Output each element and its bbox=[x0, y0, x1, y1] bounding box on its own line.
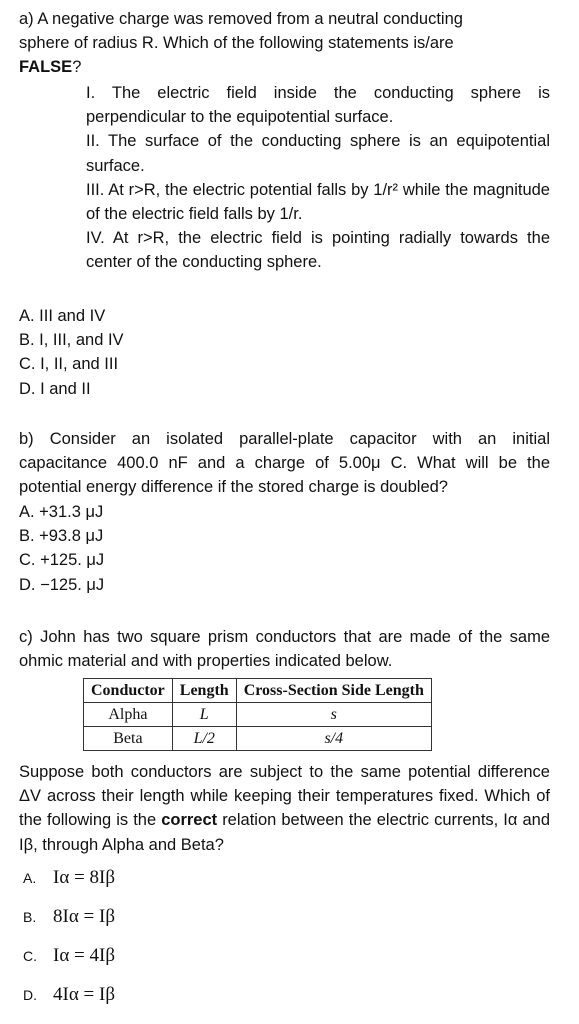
option-letter: D. bbox=[23, 987, 37, 1003]
option-a: A. III and IV bbox=[19, 307, 106, 325]
question-b-options bbox=[19, 500, 104, 597]
option-expression: Iα = 8Iβ bbox=[53, 867, 115, 888]
table-cell: Alpha bbox=[84, 703, 173, 727]
option-b: B. I, III, and IV bbox=[19, 331, 124, 350]
statement-4: IV. At r>R, the electric field is pointing radially towards the center of the conducting sphere. bbox=[86, 229, 550, 272]
question-a-stem-line bbox=[19, 55, 550, 79]
option-a: A. +31.3 μJ bbox=[19, 503, 104, 521]
option-b: B. +93.8 μJ bbox=[19, 527, 104, 546]
table-cell: Beta bbox=[84, 727, 173, 751]
option-letter: C. bbox=[23, 948, 37, 964]
option-d: D. I and II bbox=[19, 379, 91, 398]
correct-emphasis: correct bbox=[161, 811, 218, 830]
question-b-stem: b) Consider an isolated parallel-plate capacitor with an initial capacitance 400.0 nF and a charge of 5.00μ C. What will be the potential energy difference if the stored charge is doubled? bbox=[19, 430, 550, 497]
conductor-properties-table bbox=[83, 678, 432, 751]
table-cell: s/4 bbox=[236, 727, 431, 751]
question-mark: ? bbox=[72, 58, 82, 77]
option-expression: 8Iα = Iβ bbox=[53, 906, 115, 927]
option-c: C. +125. μJ bbox=[19, 551, 105, 570]
question-c-body-end: relation between the electric currents, Iα and Iβ, through Alpha and Beta? bbox=[19, 811, 550, 854]
question-a-stem bbox=[19, 7, 550, 80]
table-row bbox=[84, 703, 432, 727]
table-cell: s bbox=[236, 703, 431, 727]
option-d bbox=[23, 983, 115, 1007]
option-letter: B. bbox=[23, 909, 37, 925]
option-c: C. I, II, and III bbox=[19, 355, 119, 374]
column-header-length: Length bbox=[172, 679, 236, 703]
option-expression: Iα = 4Iβ bbox=[53, 945, 115, 966]
option-a bbox=[23, 866, 115, 890]
column-header-conductor: Conductor bbox=[84, 679, 173, 703]
table-row bbox=[84, 727, 432, 751]
question-c-body-start: Suppose both conductors are subject to the same potential difference ΔV across their length while keeping their temperatures fixed. Which of the following is the bbox=[19, 763, 550, 830]
question-a-options bbox=[19, 304, 124, 401]
option-c bbox=[23, 944, 115, 968]
statement-1: I. The electric field inside the conducting sphere is perpendicular to the equipotential surface. bbox=[86, 84, 550, 127]
question-a-stem-line: a) A negative charge was removed from a neutral conducting bbox=[19, 10, 463, 28]
option-b bbox=[23, 905, 115, 929]
option-d: D. −125. μJ bbox=[19, 575, 105, 594]
question-a-statements bbox=[86, 81, 550, 275]
question-a-stem-line: sphere of radius R. Which of the following statements is/are bbox=[19, 34, 454, 53]
table-cell: L/2 bbox=[172, 727, 236, 751]
option-expression: 4Iα = Iβ bbox=[53, 984, 115, 1005]
column-header-cross-section: Cross-Section Side Length bbox=[236, 679, 431, 703]
false-emphasis: FALSE bbox=[19, 58, 73, 77]
question-c-stem: c) John has two square prism conductors that are made of the same ohmic material and with properties indicated below. bbox=[19, 628, 550, 671]
option-letter: A. bbox=[23, 870, 37, 886]
question-c-body bbox=[19, 760, 550, 857]
table-cell: L bbox=[172, 703, 236, 727]
statement-2: II. The surface of the conducting sphere is an equipotential surface. bbox=[86, 132, 550, 175]
statement-3: III. At r>R, the electric potential falls by 1/r² while the magnitude of the electric field falls by 1/r. bbox=[86, 180, 550, 224]
table-header-row bbox=[84, 679, 432, 703]
